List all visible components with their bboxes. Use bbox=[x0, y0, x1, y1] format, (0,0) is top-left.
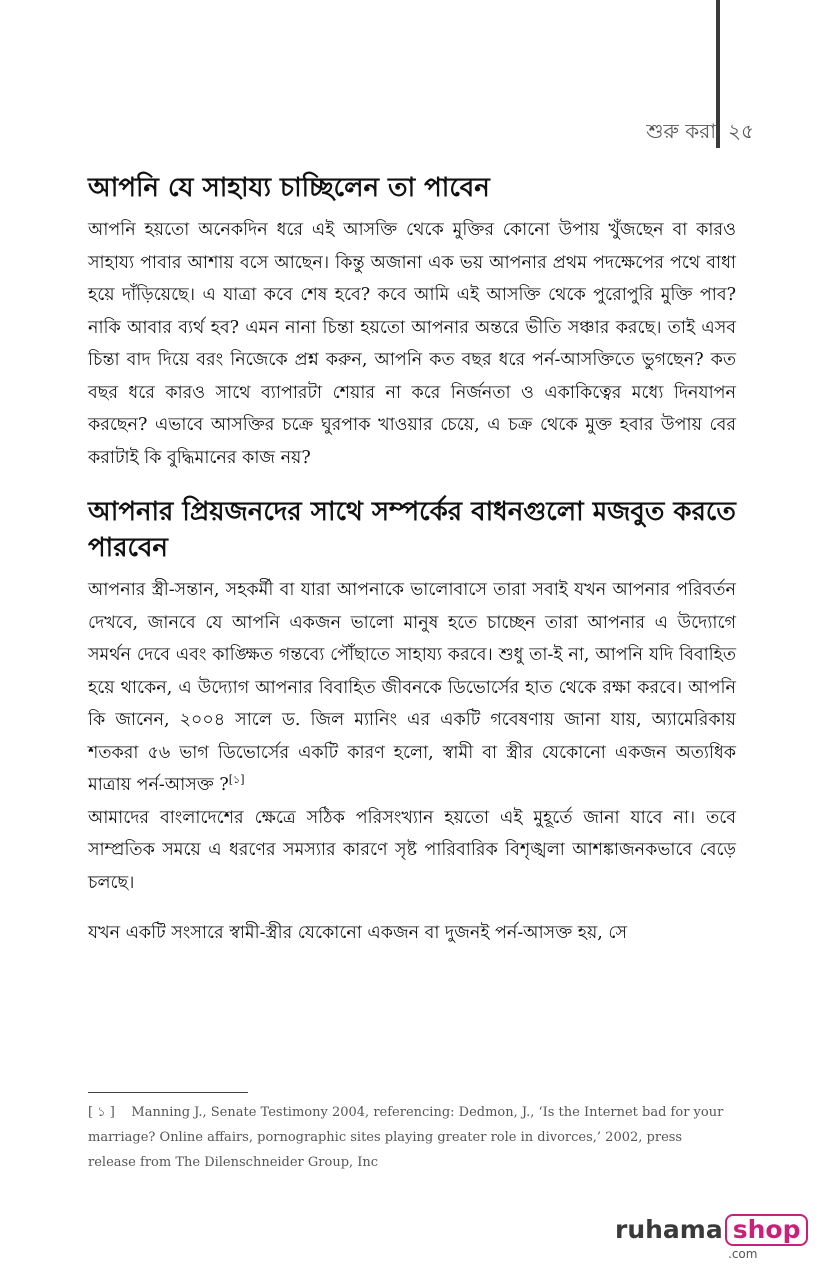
page-number: ২৫ bbox=[728, 119, 754, 143]
section-paragraph-help: আপনি হয়তো অনেকদিন ধরে এই আসক্তি থেকে মুক্তির কোনো উপায় খুঁজছেন বা কারও সাহায্য পাবার আশায় বসে আছেন। কিন্তু অজানা এক ভয় আপনার প্রথম পদক্ষেপের পথে বাধা হয়ে দাঁড়িয়েছে। এ যাত্রা কবে শেষ হবে? কবে আমি এই আসক্তি থেকে পুরোপুরি মুক্তি পাব? নাকি আবার ব্যর্থ হব? এমন নানা চিন্তা হয়তো আপনার অন্তরে ভীতি সঞ্চার করছে। তাই এসব চিন্তা বাদ দিয়ে বরং নিজেকে প্রশ্ন করুন, আপনি কত বছর ধরে পর্ন-আসক্তিতে ভুগছেন? কত বছর ধরে কারও সাথে ব্যাপারটা শেয়ার না করে নির্জনতা ও একাকিত্বের মধ্যে দিনযাপন করছেন? এভাবে আসক্তির চক্রে ঘুরপাক খাওয়ার চেয়ে, এ চক্র থেকে মুক্ত হবার উপায় বের করাটাই কি বুদ্ধিমানের কাজ নয়? bbox=[88, 220, 736, 468]
section-heading-help: আপনি যে সাহায্য চাচ্ছিলেন তা পাবেন bbox=[88, 173, 490, 203]
footnote-marker: [ ১ ] bbox=[88, 1105, 115, 1120]
publisher-logo bbox=[615, 1214, 808, 1246]
paragraph-text: আপনার স্ত্রী-সন্তান, সহকর্মী বা যারা আপনাকে ভালোবাসে তারা সবাই যখন আপনার পরিবর্তন দেখবে, জানবে যে আপনি একজন ভালো মানুষ হতে চাচ্ছেন তারা আপনার এ উদ্যোগে সমর্থন দেবে এবং কাঙ্ক্ষিত গন্তব্যে পৌঁছাতে সাহায্য করবে। শুধু তা-ই না, আপনি যদি বিবাহিত হয়ে থাকেন, এ উদ্যোগ আপনার বিবাহিত জীবনকে ডিভোর্সের হাত থেকে রক্ষা করবে। আপনি কি জানেন, ২০০৪ সালে ড. জিল ম্যানিং এর একটি গবেষণায় জানা যায়, অ্যামেরিকায় শতকরা ৫৬ ভাগ ডিভোর্সের একটি কারণ হলো, স্বামী বা স্ত্রীর যেকোনো একজন অত্যধিক মাত্রায় পর্ন-আসক্ত ? bbox=[88, 580, 736, 795]
footnote-divider bbox=[88, 1092, 248, 1093]
logo-domain: .com bbox=[728, 1247, 758, 1261]
section-paragraph-continued: যখন একটি সংসারে স্বামী-স্ত্রীর যেকোনো একজন বা দুজনই পর্ন-আসক্ত হয়, সে bbox=[88, 923, 628, 943]
footnote-text: Manning J., Senate Testimony 2004, referencing: Dedmon, J., ‘Is the Internet bad for your marriage? Online affairs, pornographic sites playing greater role in divorces,’ 2002, press release from The Dilenschneider Group, Inc bbox=[88, 1105, 724, 1170]
section-paragraph-relationships bbox=[88, 574, 736, 802]
section-heading-relationships: আপনার প্রিয়জনদের সাথে সম্পর্কের বাধনগুলো মজবুত করতে পারবেন bbox=[88, 497, 736, 563]
footnote-reference[interactable]: [১] bbox=[228, 773, 245, 787]
section-paragraph-statistics: আমাদের বাংলাদেশের ক্ষেত্রে সঠিক পরিসংখ্যান হয়তো এই মুহূর্তে জানা যাবে না। তবে সাম্প্রতিক সময়ে এ ধরণের সমস্যার কারণে সৃষ্ট পারিবারিক বিশৃঙ্খলা আশঙ্কাজনকভাবে বেড়ে চলছে। bbox=[88, 807, 736, 893]
logo-shop-badge: shop bbox=[725, 1214, 809, 1246]
footnote bbox=[88, 1100, 733, 1175]
page-body bbox=[88, 170, 736, 950]
running-title: শুরু করা bbox=[646, 119, 716, 143]
header-vertical-rule bbox=[716, 0, 720, 148]
logo-brand-text: ruhama bbox=[615, 1215, 723, 1244]
